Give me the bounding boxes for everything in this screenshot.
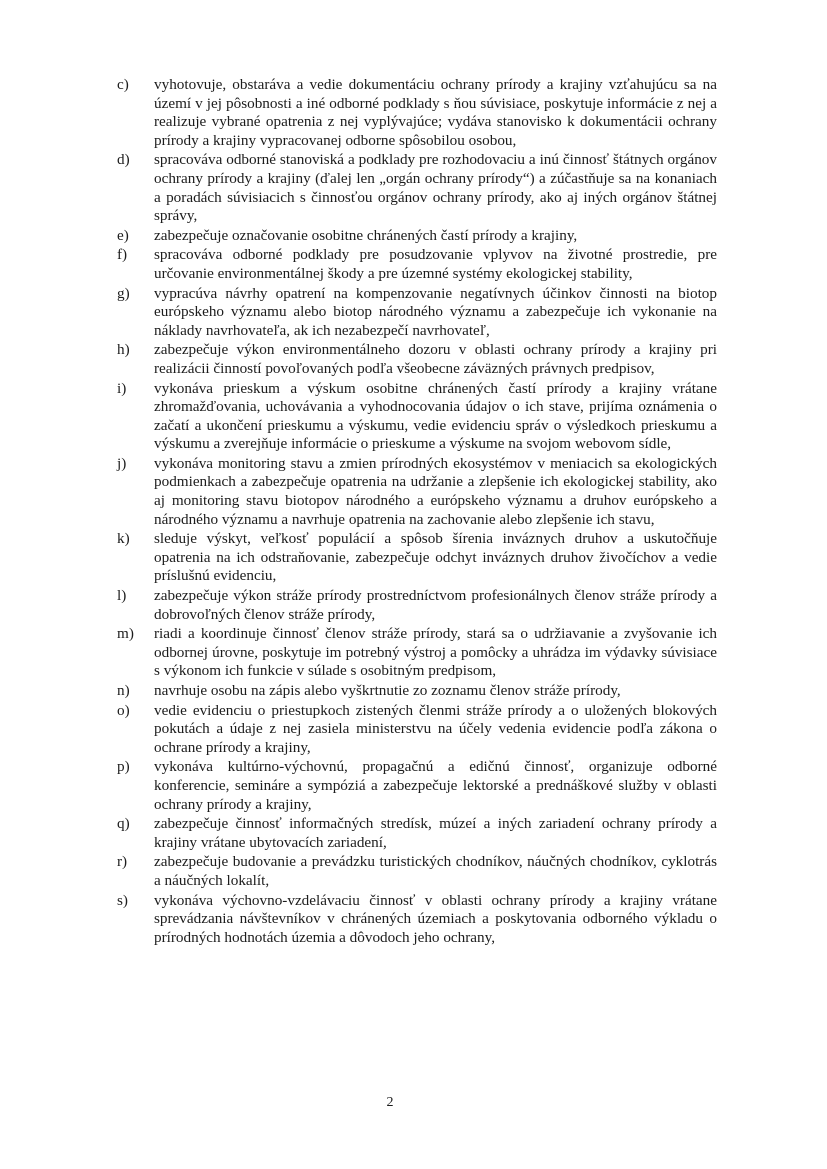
item-text: zabezpečuje výkon environmentálneho dozoru v oblasti ochrany prírody a krajiny pri realizácii činností povoľovaných podľa všeobecne záväzných právnych predpisov, <box>154 341 717 377</box>
item-text: vyhotovuje, obstaráva a vedie dokumentáciu ochrany prírody a krajiny vzťahujúcu sa na území v jej pôsobnosti a iné odborné podklady s ňou súvisiace, poskytuje informácie z nej a realizuje vybrané opatrenia z nej vyplývajúce; vydáva stanovisko k dokumentácii ochrany prírody a krajiny vypracovanej odborne spôsobilou osobou, <box>154 76 717 149</box>
item-letter: p) <box>117 758 130 776</box>
item-text: navrhuje osobu na zápis alebo vyškrtnutie zo zoznamu členov stráže prírody, <box>154 682 621 699</box>
item-letter: n) <box>117 682 130 699</box>
item-text: zabezpečuje výkon stráže prírody prostredníctvom profesionálnych členov stráže prírody a dobrovoľných členov stráže prírody, <box>154 587 717 623</box>
item-letter: e) <box>117 226 129 244</box>
item-text: riadi a koordinuje činnosť členov stráže prírody, stará sa o udržiavanie a zvyšovanie ich odbornej úrovne, poskytuje im potrebný výstroj a pomôcky a uhrádza im výdavky súvisiace s výkonom ich funkcie v súlade s osobitným predpisom, <box>154 625 717 680</box>
list-item <box>117 587 717 624</box>
item-text: vykonáva výchovno-vzdelávaciu činnosť v oblasti ochrany prírody a krajiny vrátane sprevádzania návštevníkov v chránených územiach a poskytovania odborného výkladu o prírodných hodnotách územia a dôvodoch jeho ochrany, <box>154 891 717 946</box>
item-text: vykonáva monitoring stavu a zmien prírodných ekosystémov v meniacich sa ekologických podmienkach a zabezpečuje opatrenia na udržanie a zlepšenie ich ekologickej stability, ako aj monitoring stavu biotopov národného a európskeho významu a druhov európskeho a národného významu a navrhuje opatrenia na zachovanie alebo zlepšenie ich stavu, <box>154 454 717 528</box>
item-letter: r) <box>117 853 128 871</box>
item-text: vypracúva návrhy opatrení na kompenzovanie negatívnych účinkov činnosti na biotop európskeho významu alebo biotop národného významu a zabezpečuje ich vykonanie na náklady navrhovateľa, ak ich nezabezpečí navrhovateľ, <box>154 284 717 339</box>
item-letter: j) <box>117 454 127 472</box>
list-item <box>117 341 717 378</box>
list-item <box>117 455 717 529</box>
item-letter: q) <box>117 815 130 833</box>
page-number: 2 <box>386 1095 394 1110</box>
item-text: spracováva odborné stanoviská a podklady pre rozhodovaciu a inú činnosť štátnych orgánov ochrany prírody a krajiny (ďalej len „orgán ochrany prírody“) a zúčastňuje sa na konaniach a poradách súvisiacich s činnosťou orgánov ochrany prírody, ako aj iných orgánov štátnej správy, <box>154 151 717 225</box>
list-item <box>117 758 717 814</box>
list-item <box>117 625 717 681</box>
item-text: spracováva odborné podklady pre posudzovanie vplyvov na životné prostredie, pre určovanie environmentálnej škody a pre územné systémy ekologickej stability, <box>154 246 717 282</box>
item-text: vedie evidenciu o priestupkoch zistených členmi stráže prírody a o uložených blokových pokutách a údaje z nej zasiela ministerstvu na účely vedenia evidencie podľa zákona o ochrane prírody a krajiny, <box>154 701 717 756</box>
item-text: zabezpečuje označovanie osobitne chránených častí prírody a krajiny, <box>154 226 578 244</box>
item-letter: f) <box>117 246 128 264</box>
list-item <box>117 227 717 246</box>
list-item <box>117 151 717 225</box>
item-text: sleduje výskyt, veľkosť populácií a spôsob šírenia inváznych druhov a uskutočňuje opatrenia na ich odstraňovanie, zabezpečuje odchyt inváznych druhov živočíchov a vedie príslušnú evidenciu, <box>154 530 717 585</box>
list-item <box>117 682 717 701</box>
item-text: zabezpečuje budovanie a prevádzku turistických chodníkov, náučných chodníkov, cyklotrás a náučných lokalít, <box>154 853 717 889</box>
item-letter: k) <box>117 530 130 548</box>
item-text: vykonáva kultúrno-výchovnú, propagačnú a edičnú činnosť, organizuje odborné konferencie, semináre a sympóziá a zabezpečuje lektorské a prednáškové služby v oblasti ochrany prírody a krajiny, <box>154 758 717 813</box>
item-letter: s) <box>117 891 128 909</box>
list-item <box>117 380 717 454</box>
list-item <box>117 853 717 890</box>
list-item <box>117 815 717 852</box>
item-letter: g) <box>117 284 130 302</box>
item-letter: l) <box>117 587 127 605</box>
item-letter: m) <box>117 625 134 643</box>
item-letter: i) <box>117 379 127 397</box>
item-letter: h) <box>117 341 130 359</box>
item-letter: d) <box>117 151 130 169</box>
list-item <box>117 246 717 283</box>
item-letter: o) <box>117 701 130 719</box>
list-item <box>117 285 717 341</box>
item-text: zabezpečuje činnosť informačných stredísk, múzeí a iných zariadení ochrany prírody a krajiny vrátane ubytovacích zariadení, <box>154 815 717 851</box>
list-item <box>117 76 717 150</box>
item-letter: c) <box>117 76 129 93</box>
item-text: vykonáva prieskum a výskum osobitne chránených častí prírody a krajiny vrátane zhromažďovania, uchovávania a vyhodnocovania údajov o ich stave, prijíma oznámenia o začatí a ukončení prieskumu a výskumu, vedie evidenciu správ o výsledkoch prieskumu a výskumu a zverejňuje informácie o prieskume a výskume na svojom webovom sídle, <box>154 379 717 453</box>
list-item <box>117 530 717 586</box>
provision-list <box>117 76 717 948</box>
list-item <box>117 702 717 758</box>
list-item <box>117 892 717 948</box>
